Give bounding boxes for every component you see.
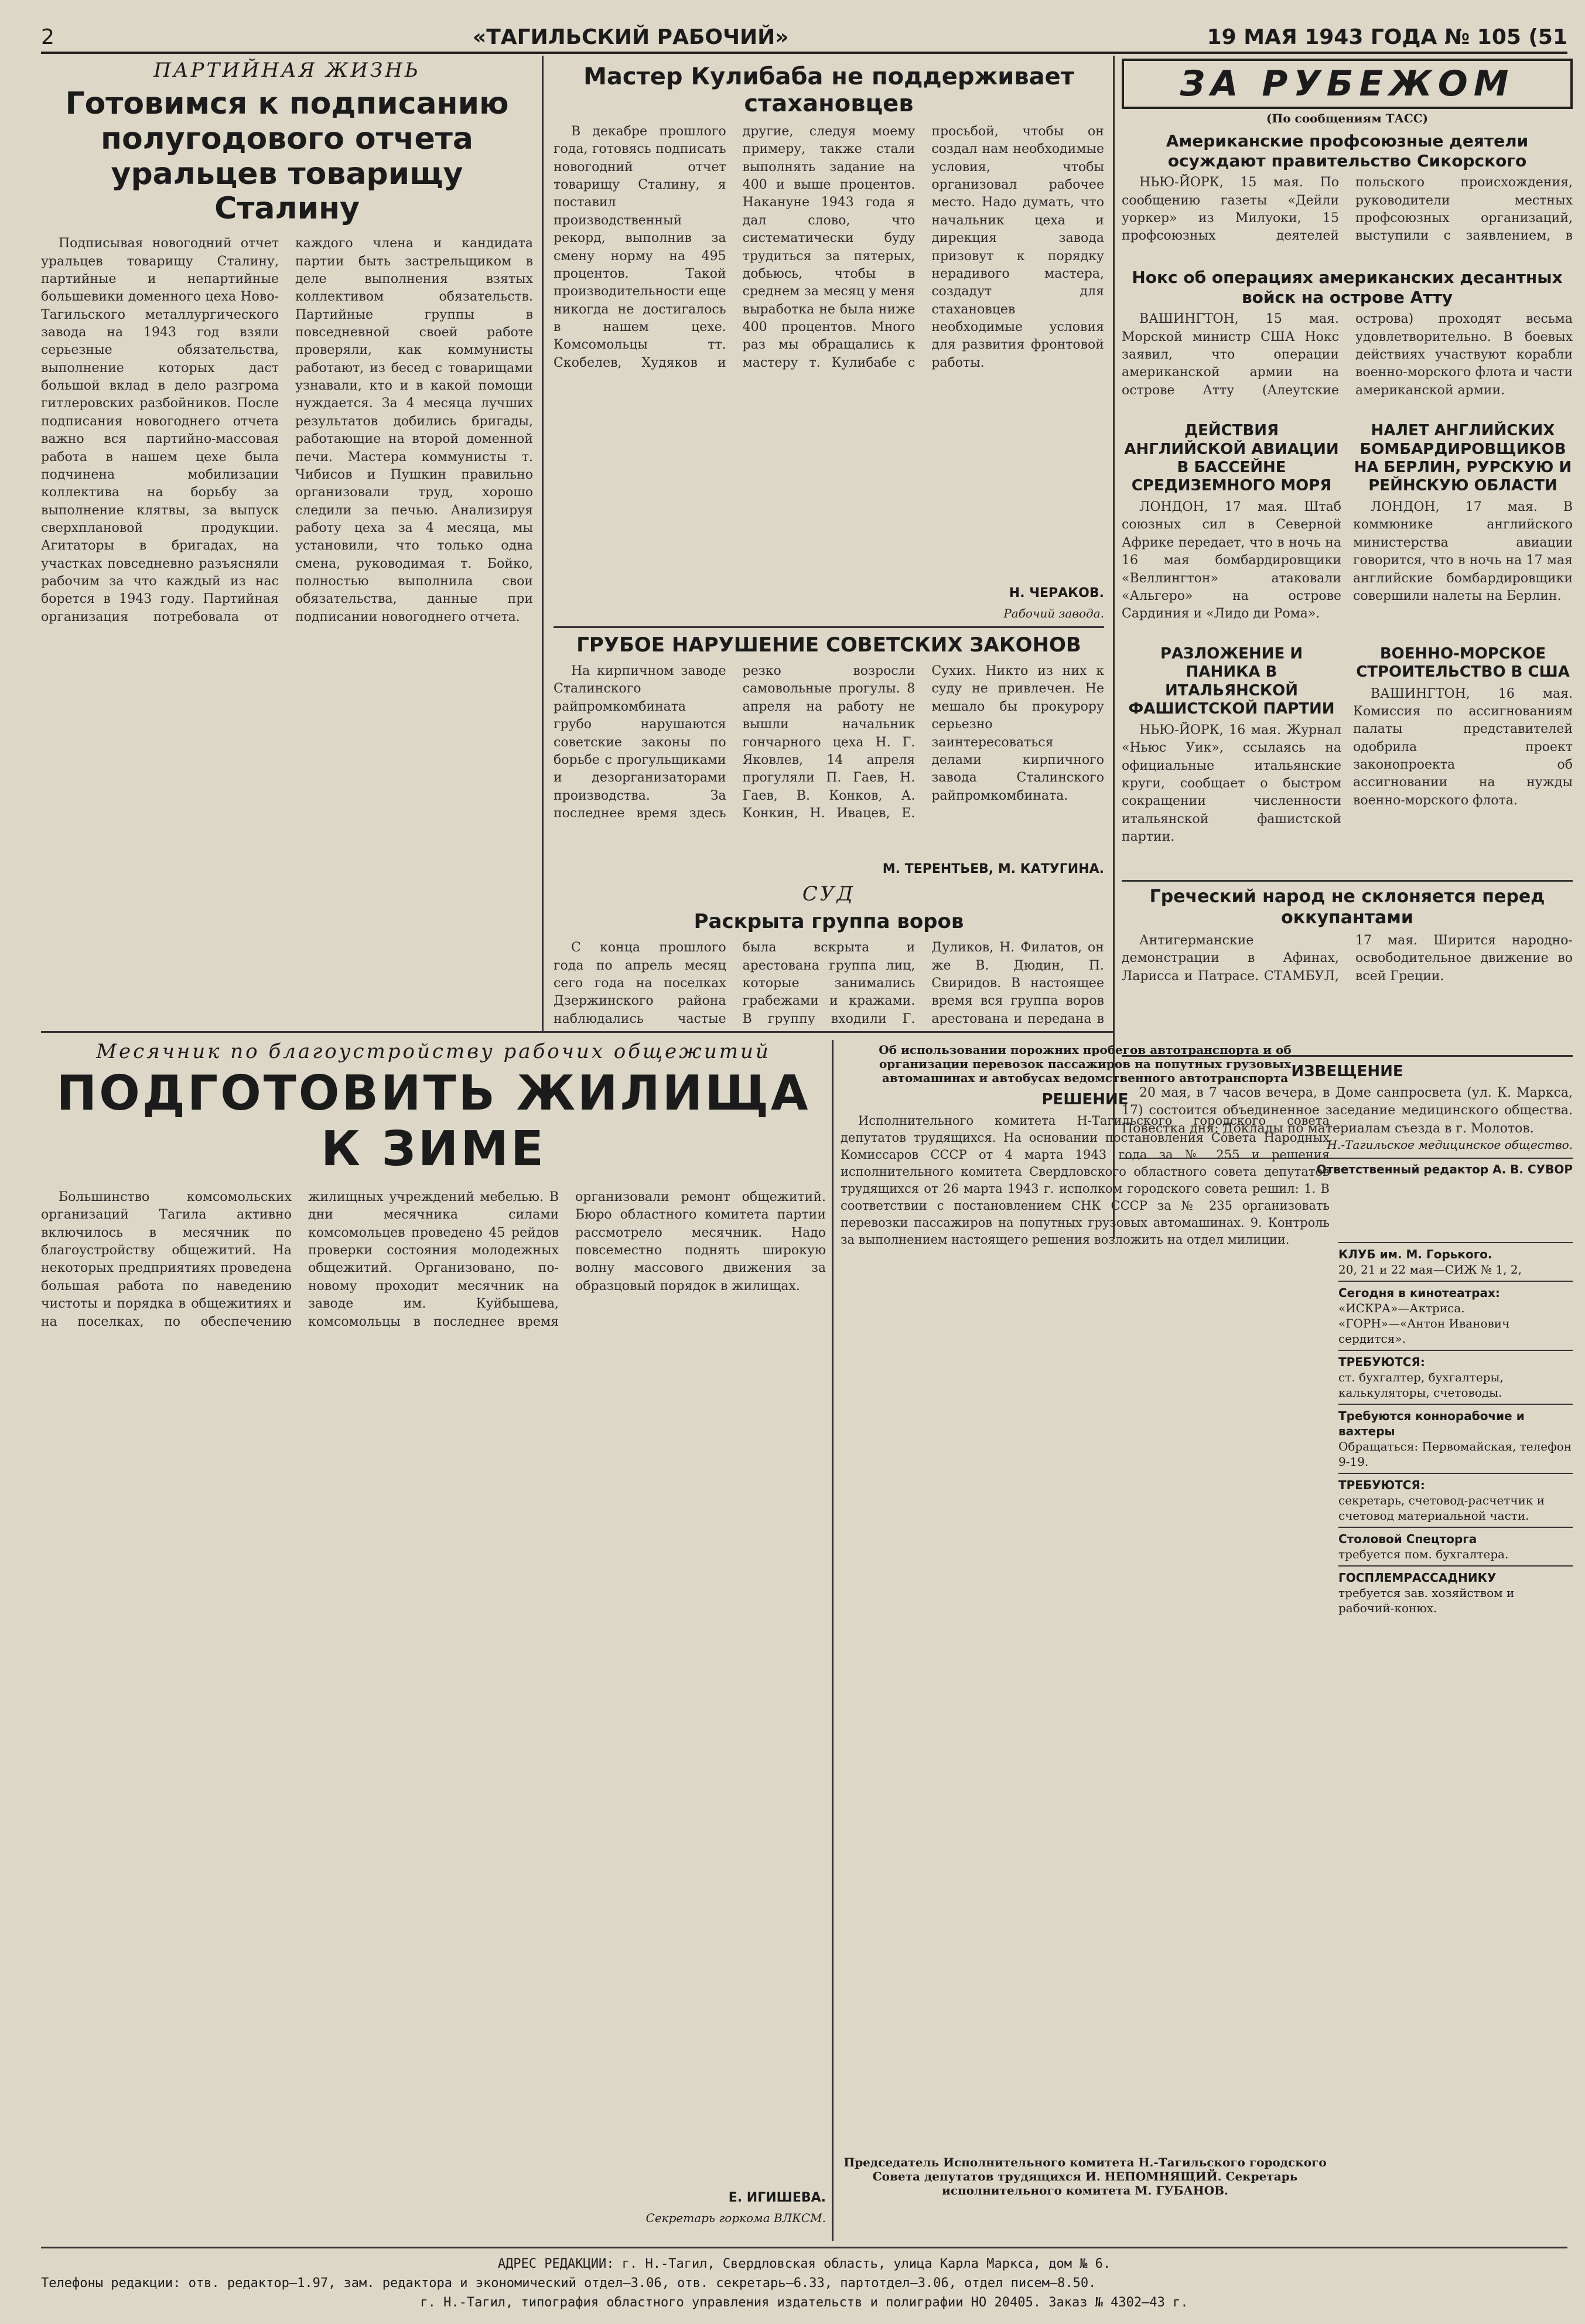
news-body: ВАШИНГТОН, 15 мая. Морской министр США Нокс заявил, что операции американской армии на острове Атту (Алеутские острова) проходят весьма удовлетворительно. В боевых действиях участвуют корабли военно-морского флота и части американской армии. (1122, 312, 1573, 398)
footer-address: АДРЕС РЕДАКЦИИ: г. Н.-Тагил, Свердловская область, улица Карла Маркса, дом № 6. (497, 2257, 1111, 2271)
news-body: НЬЮ-ЙОРК, 16 мая. Журнал «Ньюс Уик», ссылаясь на официальные итальянские круги, сообщает о быстром сокращении численности итальянской фашистской партии. (1122, 722, 1341, 845)
column-rule (542, 56, 544, 1031)
decision-section (841, 1043, 1330, 2238)
abroad-source: (По сообщениям ТАСС) (1266, 111, 1429, 125)
ad-text: 20, 21 и 22 мая—СИЖ № 1, 2, (1338, 1262, 1522, 1277)
middle-column (554, 59, 1104, 1025)
paper-name: «ТАГИЛЬСКИЙ РАБОЧИЙ» (472, 25, 789, 49)
ad-text: секретарь, счетовод-расчетчик и счетовод материальной части. (1338, 1493, 1545, 1523)
violation-signature: М. ТЕРЕНТЬЕВ, М. КАТУГИНА. (882, 862, 1104, 877)
thieves-title: Раскрыта группа воров (694, 910, 964, 934)
ad-item (1338, 1242, 1573, 1281)
violation-title: ГРУБОЕ НАРУШЕНИЕ СОВЕТСКИХ ЗАКОНОВ (576, 633, 1081, 657)
page-number: 2 (41, 25, 54, 49)
news-body: ЛОНДОН, 17 мая. В коммюнике английского министерства авиации говорится, что в ночь на 17 мая английские бомбардировщики совершили налеты на Берлин. (1353, 500, 1573, 603)
news-body: НЬЮ-ЙОРК, 15 мая. По сообщению газеты «Дейли уоркер» из Милуоки, 15 профсоюзных деятелей польского происхождения, руководители местных профсоюзных организаций, выступили с заявлением, в (1122, 175, 1573, 244)
ad-title: Столовой Спецторга (1338, 1532, 1477, 1546)
ad-title: Сегодня в кинотеатрах: (1338, 1286, 1500, 1300)
news-title: Американские профсоюзные деятели осуждают правительство Сикорского (1166, 131, 1529, 170)
page-footer (41, 2254, 1567, 2312)
ad-item (1338, 1350, 1573, 1404)
article-body: Подписывая новогодний отчет уральцев товарищу Сталину, партийные и непартийные большевики доменного цеха Ново-Тагильского металлургического завода на 1943 год взяли серьезные обязательства, выполнение которых даст большой вклад в дело разгрома гитлеровских разбойников. После подписания новогоднего отчета важно вся партийно-массовая работа в нашем цехе была подчинена мобилизации коллектива на борьбу за выполнение клятвы, за выпуск сверхплановой продукции. Агитаторы в бригадах, на участках повседневно разъясняли рабочим за что каждый из нас борется в 1943 году. Партийная организация потребовала от каждого члена и кандидата партии быть застрельщиком в деле выполнения взятых коллективом обязательств. Партийные группы в повседневной своей работе проверяли, как коммунисты работают, из бесед с товарищами узнавали, кто и в какой помощи нуждается. За 4 месяца лучших результатов добились бригады, работающие на второй доменной печи. Мастера коммунисты т. Чибисов и Пушкин правильно организовали труд, хорошо следили за печью. Анализируя работу цеха за 4 месяца, мы установили, что только одна смена, руководимая т. Бойко, полностью выполнила свои обязательства, данные при подписании новогоднего отчета. (41, 236, 533, 624)
notice-title: ИЗВЕЩЕНИЕ (1291, 1062, 1403, 1080)
rubric-court: СУД (802, 882, 856, 906)
news-body: ЛОНДОН, 17 мая. Штаб союзных сил в Северной Африке передает, что в ночь на 16 мая бомбардировщики «Веллингтон» атаковали «Альгеро» на острове Сардиния и «Лидо ди Рома». (1122, 500, 1341, 622)
ad-item (1338, 1527, 1573, 1565)
footer-rule (41, 2247, 1567, 2248)
decision-title: РЕШЕНИЕ (1041, 1091, 1129, 1108)
news-title: ВОЕННО-МОРСКОЕ СТРОИТЕЛЬСТВО В США (1356, 645, 1570, 681)
ad-title: КЛУБ им. М. Горького. (1338, 1247, 1492, 1261)
ad-item (1338, 1281, 1573, 1350)
decision-lead: Об использовании порожних пробегов автотранспорта и об организации перевозок пассажиров на попутных грузовых автомашинах и автобусах ведомственного автотранспорта (879, 1043, 1292, 1085)
page-header (41, 22, 1567, 54)
housing-rubric: Месячник по благоустройству рабочих общежитий (96, 1040, 771, 1063)
notice-signature: Н.-Тагильское медицинское общество. (1327, 1138, 1573, 1152)
news-body: Антигерманские демонстрации в Афинах, Ларисса и Патрасе. СТАМБУЛ, 17 мая. Ширится народно-освободительное движение во всей Греции. (1122, 933, 1573, 984)
ad-title: ТРЕБУЮТСЯ: (1338, 1355, 1425, 1369)
ad-title: ГОСПЛЕМРАССАДНИКУ (1338, 1571, 1497, 1585)
ad-text: требуется зав. хозяйством и рабочий-конюх. (1338, 1586, 1515, 1615)
ad-title: ТРЕБУЮТСЯ: (1338, 1478, 1425, 1492)
decision-signature: Председатель Исполнительного комитета Н.-Тагильского городского Совета депутатов трудящихся И. НЕПОМНЯЩИЙ. Секретарь исполнительного комитета М. ГУБАНОВ. (843, 2155, 1327, 2198)
news-title: НАЛЕТ АНГЛИЙСКИХ БОМБАРДИРОВЩИКОВ НА БЕРЛИН, РУРСКУЮ И РЕЙНСКУЮ ОБЛАСТИ (1354, 422, 1572, 494)
party-life-article (41, 59, 533, 1025)
kulibaba-title: Мастер Кулибаба не поддерживает стахановцев (583, 63, 1074, 117)
decision-body: Исполнительного комитета Н-Тагильского городского совета депутатов трудящихся. На основании постановления Совета Народных Комиссаров СССР от 4 марта 1943 года за № 255 и решения исполнительного комитета Свердловского областного совета депутатов трудящихся от 26 марта 1943 г. исполком городского совета решил: 1. В соответствии с постановлением СНК СССР за № 235 организовать перевозки пассажиров на попутных грузовых автомашинах. 9. Контроль за выполнением настоящего решения возложить на отдел милиции. (841, 1114, 1330, 1247)
ad-text: Обращаться: Первомайская, телефон 9-19. (1338, 1439, 1572, 1469)
kulibaba-signature: Н. ЧЕРАКОВ. (1009, 586, 1104, 600)
kulibaba-body: В декабре прошлого года, готовясь подписать новогодний отчет товарищу Сталину, я поставил производственный рекорд, выполнив за смену норму на 495 процентов. Такой производительности еще никогда не достигалось в нашем цехе. Комсомольцы тт. Скобелев, Худяков и другие, следуя моему примеру, также стали выполнять задание на 400 и выше процентов. Накануне 1943 года я дал слово, что систематически буду трудиться за пятерых, добьюсь, чтобы в среднем за месяц у меня выработка не была ниже 400 процентов. Много раз мы обращались к мастеру т. Кулибабе с просьбой, чтобы он создал нам необходимые условия, чтобы организовал рабочее место. Надо думать, что начальник цеха и дирекция завода призовут к порядку нерадивого мастера, создадут для стахановцев необходимые условия для развития фронтовой работы. (554, 124, 1104, 370)
rubric-party-life: ПАРТИЙНАЯ ЖИЗНЬ (153, 59, 421, 82)
housing-signature: Е. ИГИШЕВА. (728, 2190, 826, 2205)
ad-text: «ИСКРА»—Актриса. «ГОРН»—«Антон Иванович сердится». (1338, 1301, 1510, 1346)
notice-body: 20 мая, в 7 часов вечера, в Доме санпросвета (ул. К. Маркса, 17) состоится объединенное заседание медицинского общества. Повестка дня: Доклады по материалам съезда в г. Молотов. (1122, 1086, 1573, 1136)
ad-text: ст. бухгалтер, бухгалтеры, калькуляторы, счетоводы. (1338, 1370, 1504, 1400)
editor: Ответственный редактор А. В. СУВОР (1122, 1158, 1573, 1176)
abroad-title: ЗА РУБЕЖОМ (1122, 59, 1573, 109)
ads-column (1338, 1242, 1573, 2238)
news-title: Греческий народ не склоняется перед оккупантами (1122, 880, 1573, 929)
news-item (1353, 416, 1573, 874)
thieves-body: С конца прошлого года по апрель месяц сего года на поселках Дзержинского района наблюдались частые была вскрыта и арестована группа лиц, которые занимались грабежами и кражами. В группу входили Г. Дуликов, Н. Филатов, он же В. Дюдин, П. Свиридов. В настоящее время вся группа воров арестована и передана в (554, 940, 1104, 1025)
housing-section (41, 1040, 826, 2241)
news-title: ДЕЙСТВИЯ АНГЛИЙСКОЙ АВИАЦИИ В БАССЕЙНЕ СРЕДИЗЕМНОГО МОРЯ (1124, 422, 1339, 494)
ad-text: требуется пом. бухгалтера. (1338, 1547, 1509, 1561)
issue-date: 19 МАЯ 1943 ГОДА № 105 (51 (1207, 25, 1567, 49)
footer-phones: Телефоны редакции: отв. редактор—1.97, зам. редактора и экономический отдел—3.06, отв. секретарь—6.33, партотдел—3.06, отдел писем—8.50. (41, 2276, 1096, 2291)
housing-signature-title: Секретарь горкома ВЛКСМ. (645, 2211, 826, 2225)
violation-body: На кирпичном заводе Сталинского райпромкомбината грубо нарушаются советские законы по борьбе с прогульщиками и дезорганизаторами производства. За последнее время здесь резко возросли самовольные прогулы. 8 апреля на работу не вышли начальник гончарного цеха Н. Г. Яковлев, 14 апреля прогуляли П. Гаев, Н. Гаев, В. Конков, А. Конкин, Н. Ивацев, Е. Сухих. Никто из них к суду не привлечен. Не мешало бы прокурору серьезно заинтересоваться делами кирпичного завода Сталинского райпромкомбината. (554, 664, 1104, 821)
kulibaba-signature-title: Рабочий завода. (1003, 606, 1104, 620)
divider (554, 626, 1104, 628)
news-title: РАЗЛОЖЕНИЕ И ПАНИКА В ИТАЛЬЯНСКОЙ ФАШИСТСКОЙ ПАРТИИ (1128, 645, 1335, 718)
news-body: ВАШИНГТОН, 16 мая. Комиссия по ассигнованиям палаты представителей одобрила проект законопроекта об ассигновании на нужды военно-морского флота. (1353, 686, 1573, 808)
ad-item (1338, 1404, 1573, 1473)
footer-printer: г. Н.-Тагил, типография областного управления издательств и полиграфии НО 20405. Заказ № 4302—43 г. (420, 2295, 1188, 2310)
housing-body: Большинство комсомольских организаций Тагила активно включилось в месячник по благоустройству общежитий. На некоторых предприятиях проведена большая работа по наведению чистоты и порядка в общежитиях и на поселках, по обеспечению жилищных учреждений мебелью. В дни месячника силами комсомольцев проведено 45 рейдов проверки состояния молодежных общежитий. Организовано, по-новому проходит месячник на заводе им. Куйбышева, комсомольцы в последнее время организовали ремонт общежитий. Бюро областного комитета партии рассмотрело месячник. Надо повсеместно поднять широкую волну массового движения за образцовый порядок в жилищах. (41, 1190, 826, 1329)
ad-item (1338, 1565, 1573, 1619)
article-title: Готовимся к подписанию полугодового отчета уральцев товарищу Сталину (65, 86, 509, 227)
news-title: Нокс об операциях американских десантных войск на острове Атту (1132, 268, 1563, 307)
column-rule (832, 1040, 834, 2241)
housing-title: ПОДГОТОВИТЬ ЖИЛИЩА К ЗИМЕ (56, 1066, 811, 1177)
news-row (1122, 416, 1573, 874)
ad-title: Требуются коннорабочие и вахтеры (1338, 1409, 1525, 1438)
ad-item (1338, 1473, 1573, 1527)
section-rule (41, 1031, 1113, 1033)
news-item (1122, 416, 1341, 874)
